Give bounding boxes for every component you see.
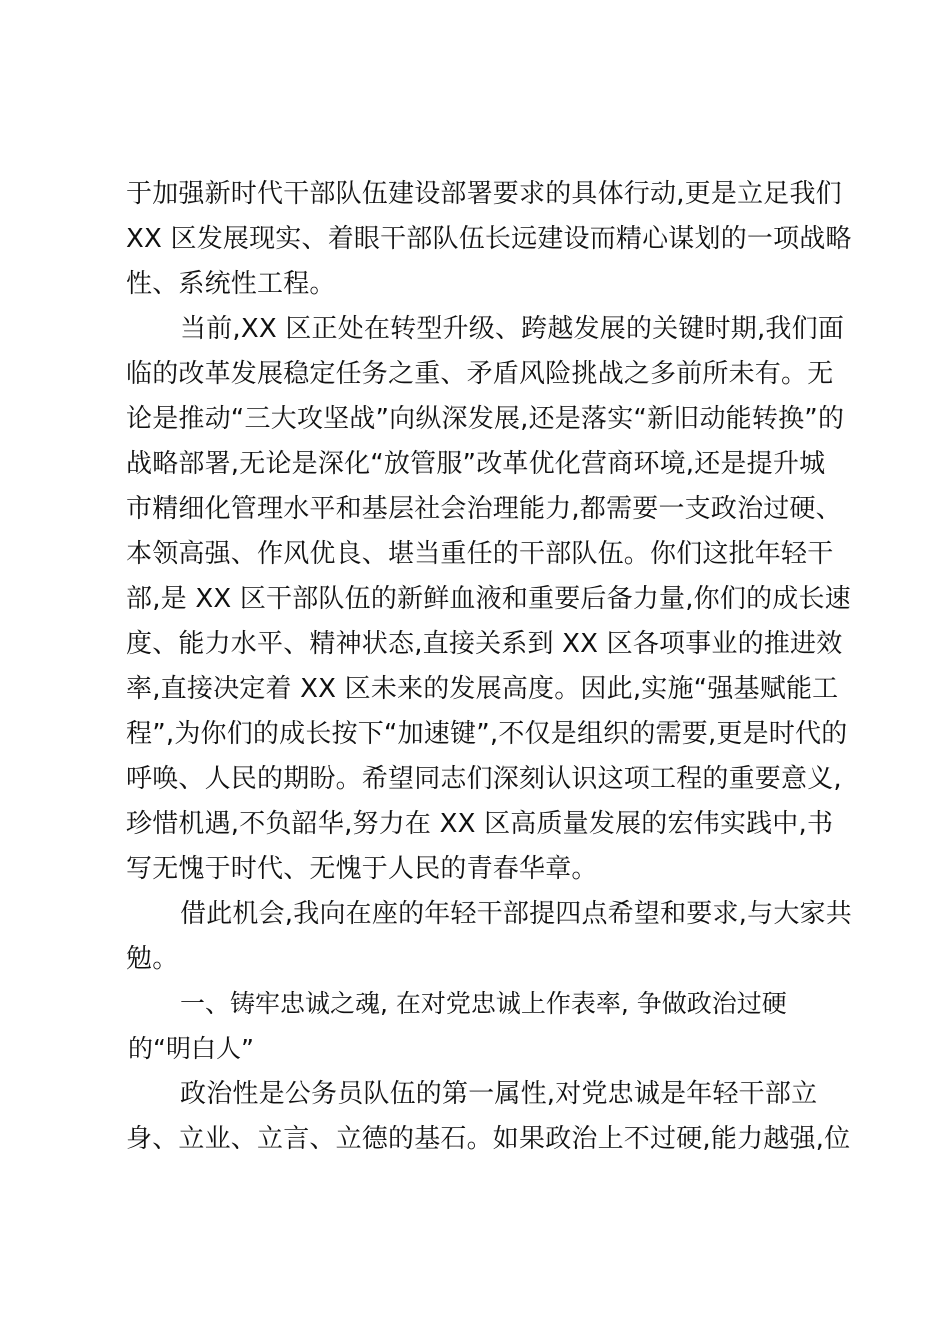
- text-line-7: 战略部署,无论是深化“放管服”改革优化营商环境,还是提升城: [126, 449, 826, 479]
- text-line-3: 性、系统性工程。: [126, 269, 336, 299]
- text-line-12: 率,直接决定着 XX 区未来的发展高度。因此,实施“强基赋能工: [126, 674, 839, 704]
- text-line-16: 写无愧于时代、无愧于人民的青春华章。: [126, 854, 598, 884]
- text-line-2: XX 区发展现实、着眼干部队伍长远建设而精心谋划的一项战略: [126, 224, 852, 254]
- text-line-17: 借此机会,我向在座的年轻干部提四点希望和要求,与大家共: [180, 899, 852, 929]
- text-line-11: 度、能力水平、精神状态,直接关系到 XX 区各项事业的推进效: [126, 629, 843, 659]
- text-line-22: 身、立业、立言、立德的基石。如果政治上不过硬,能力越强,位: [126, 1124, 851, 1154]
- text-line-8: 市精细化管理水平和基层社会治理能力,都需要一支政治过硬、: [126, 494, 842, 524]
- text-line-6: 论是推动“三大攻坚战”向纵深发展,还是落实“新旧动能转换”的: [126, 404, 845, 434]
- text-line-21: 政治性是公务员队伍的第一属性,对党忠诚是年轻干部立: [180, 1079, 818, 1109]
- text-line-10: 部,是 XX 区干部队伍的新鲜血液和重要后备力量,你们的成长速: [126, 584, 851, 614]
- text-line-4: 当前,XX 区正处在转型升级、跨越发展的关键时期,我们面: [180, 314, 845, 344]
- text-line-13: 程”,为你们的成长按下“加速键”,不仅是组织的需要,更是时代的: [126, 719, 848, 749]
- section-heading-line-1: 一、铸牢忠诚之魂, 在对党忠诚上作表率, 争做政治过硬: [180, 989, 787, 1018]
- text-line-15: 珍惜机遇,不负韶华,努力在 XX 区高质量发展的宏伟实践中,书: [126, 809, 834, 839]
- text-line-1: 于加强新时代干部队伍建设部署要求的具体行动,更是立足我们: [126, 179, 842, 209]
- text-line-9: 本领高强、作风优良、堪当重任的干部队伍。你们这批年轻干: [126, 539, 834, 569]
- text-line-18: 勉。: [126, 944, 179, 974]
- text-line-14: 呼唤、人民的期盼。希望同志们深刻认识这项工程的重要意义,: [126, 764, 842, 794]
- text-line-5: 临的改革发展稳定任务之重、矛盾风险挑战之多前所未有。无: [126, 359, 834, 389]
- section-heading-line-2: 的“明白人”: [128, 1034, 254, 1063]
